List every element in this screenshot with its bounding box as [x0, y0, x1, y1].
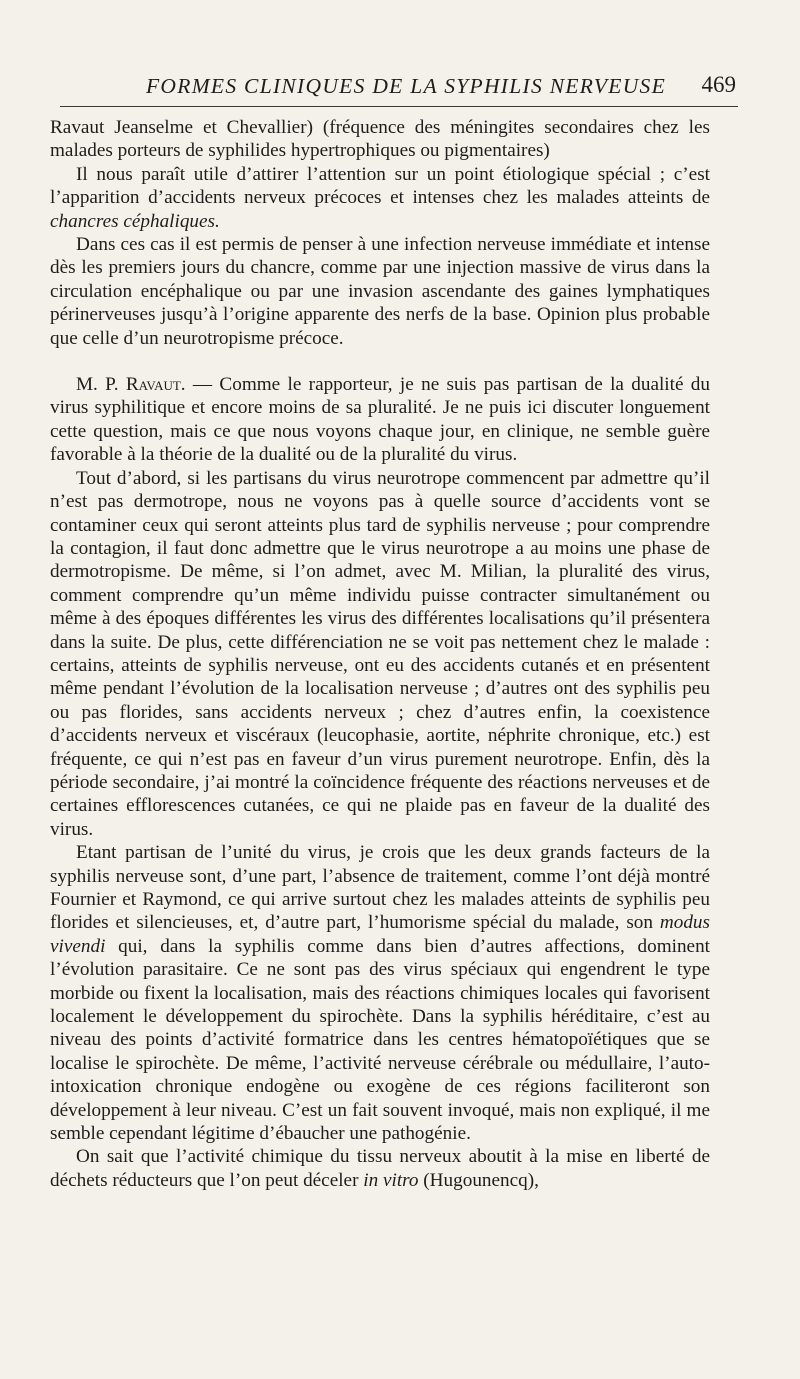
running-head: FORMES CLINIQUES DE LA SYPHILIS NERVEUSE — [146, 74, 667, 98]
paragraph — [50, 373, 710, 467]
paragraph — [50, 163, 710, 233]
speaker-initials: M. P. — [76, 374, 126, 396]
paragraph-text: Etant partisan de l’unité du virus, je crois que les deux grands facteurs de la syphilis nerveuse sont, d’une part, l’absence de traitement, comme l’ont déjà montré Fournier et Raymond, ce qui arrive surtout chez les malades atteints de syphilis peu florides et silencieuses, et, d’autre part, l’humorisme spécial du malade, son — [50, 842, 710, 934]
paragraph — [50, 233, 710, 350]
italic-term: in vitro — [363, 1169, 419, 1191]
paragraph-text: qui, dans la syphilis comme dans bien d’autres affections, dominent l’évolution parasitaire. Ce ne sont pas des virus spéciaux qui engendrent le type morbide ou fixent la localisation, mais des réactions chimiques locales qui favorisent localement le développement du spirochète. Dans la syphilis héréditaire, c’est au niveau des points d’activité formatrice dans les centres hématopoïétiques que se localise le spirochète. De même, l’activité nerveuse cérébrale ou médullaire, l’auto-intoxication chronique endogène ou exogène de ces régions faciliteront son développement à leur niveau. C’est un fait souvent invoqué, mais non expliqué, il me semble cependant légitime d’ébaucher une pathogénie. — [50, 935, 710, 1145]
paragraph — [50, 116, 710, 163]
page-number: 469 — [701, 72, 736, 97]
paragraph-text: (Hugounencq), — [418, 1169, 539, 1191]
body-text — [50, 116, 710, 1192]
paragraph — [50, 1145, 710, 1192]
page-header — [60, 72, 738, 107]
italic-term: chancres céphaliques. — [50, 210, 220, 232]
paragraph-text: On sait que l’activité chimique du tissu nerveux aboutit à la mise en liberté de déchets réducteurs que l’on peut déceler — [50, 1146, 710, 1191]
paragraph — [50, 841, 710, 1145]
italic-term: modus vivendi — [50, 912, 710, 957]
paragraph-text: Ravaut Jeanselme et Chevallier) (fréquence des méningites secondaires chez les malades porteurs de syphilides hypertrophiques ou pigmentaires) — [50, 117, 710, 162]
speaker-name: Ravaut — [125, 374, 181, 396]
paragraph-text: Dans ces cas il est permis de penser à une infection nerveuse immédiate et intense dès les premiers jours du chancre, comme par une injection massive de virus dans la circulation encéphalique ou par une invasion ascendante des gaines lymphatiques périnerveuses jusqu’à l’origine apparente des nerfs de la base. Opinion plus probable que celle d’un neurotropisme précoce. — [50, 234, 710, 349]
paragraph — [50, 467, 710, 842]
paragraph-text: . — Comme le rapporteur, je ne suis pas partisan de la dualité du virus syphilitique et encore moins de sa pluralité. Je ne puis ici discuter longuement cette question, mais ce que nous voyons chaque jour, en clinique, ne semble guère favorable à la théorie de la dualité ou de la pluralité du virus. — [50, 374, 710, 466]
paragraph-text: Il nous paraît utile d’attirer l’attention sur un point étiologique spécial ; c’est l’apparition d’accidents nerveux précoces et intenses chez les malades atteints de — [50, 163, 710, 209]
paragraph-text: Tout d’abord, si les partisans du virus neurotrope commencent par admettre qu’il n’est pas dermotrope, nous ne voyons pas à quelle source d’accidents vont se contaminer ceux qui seront atteints plus tard de syphilis nerveuse ; pour comprendre la contagion, il faut donc admettre que le virus neurotrope a au moins une phase de dermotropisme. De même, si l’on admet, avec M. Milian, la pluralité des virus, comment comprendre qu’un même individu puisse contracter simultanément ou même à des époques différentes les virus des différentes localisations qu’il présentera dans la suite. De plus, cette différenciation ne se voit pas nettement chez le malade : certains, atteints de syphilis nerveuse, ont eu des accidents cutanés et en présentent même pendant l’évolution de la localisation nerveuse ; d’autres ont des syphilis peu ou pas florides, sans accidents nerveux ; chez d’autres enfin, la coexistence d’accidents nerveux et viscéraux (leucophasie, aortite, néphrite chronique, etc.) est fréquente, ce qui n’est pas en faveur d’un virus purement neurotrope. Enfin, dès la période secondaire, j’ai montré la coïncidence fréquente des réactions nerveuses et de certaines efflorescences cutanées, ce qui ne plaide pas en faveur de la dualité des virus. — [50, 467, 710, 840]
